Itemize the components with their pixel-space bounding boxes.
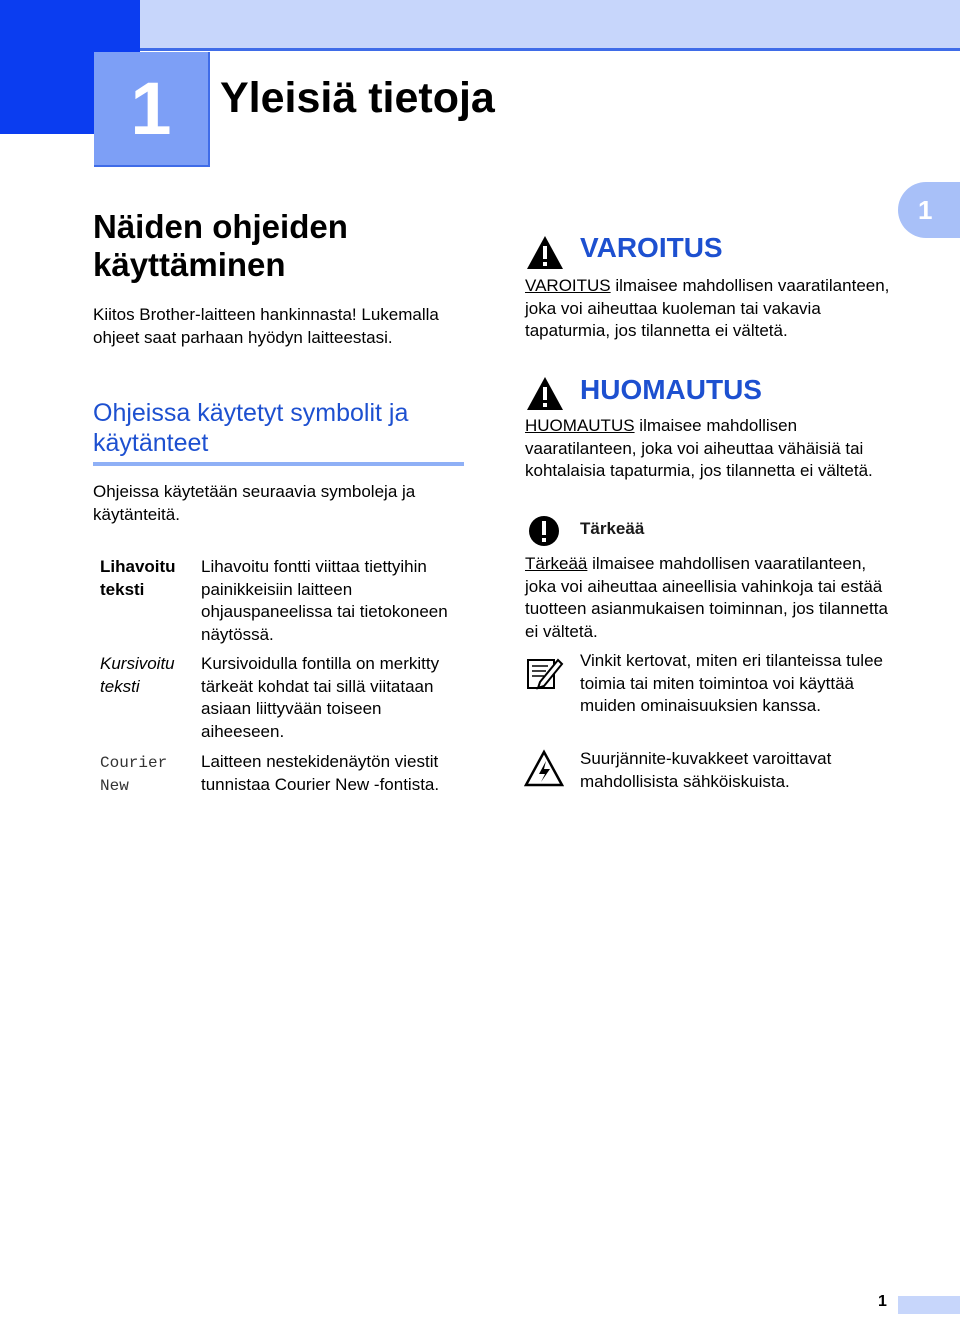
warning-triangle-icon [525,234,565,272]
subsection-rule [93,462,464,466]
convention-term-bold: Lihavoitu teksti [100,557,176,599]
caution-text [525,415,895,483]
warning-title: VAROITUS [580,232,723,263]
chapter-number-box: 1 [94,52,210,167]
convention-description-italic: Kursivoidulla fontilla on merkitty tärkeät kohdat tai sillä viitataan asiaan liittyvään toiseen aiheeseen. [201,654,440,741]
warning-text [525,275,895,343]
important-term: Tärkeää [525,554,588,573]
exclamation-circle-icon [528,515,560,547]
header-rule [140,48,960,51]
warning-term: VAROITUS [525,276,611,295]
convention-description-bold: Lihavoitu fontti viittaa tiettyihin painikkeisiin laitteen ohjauspaneelissa tai tietokoneen näytössä. [201,557,448,644]
section-heading: Näiden ohjeiden käyttäminen [93,208,348,283]
warning-body: ilmaisee mahdollisen vaaratilanteen, joka voi aiheuttaa kuoleman tai vakavia tapaturmia, jos tilannetta ei vältetä. [525,276,890,340]
caution-body: ilmaisee mahdollisen vaaratilanteen, joka voi aiheuttaa vähäisiä tai kohtalaisia tapaturmia, jos tilannetta ei vältetä. [525,416,873,480]
section-intro: Kiitos Brother-laitteen hankinnasta! Lukemalla ohjeet saat parhaan hyödyn laitteestasi. [93,305,439,347]
chapter-side-tab: 1 [898,182,960,238]
convention-description-courier: Laitteen nestekidenäytön viestit tunnistaa Courier New -fontista. [201,752,440,794]
caution-title: HUOMAUTUS [580,374,762,405]
subsection-heading: Ohjeissa käytetyt symbolit ja käytänteet [93,399,409,457]
page-number: 1 [878,1293,887,1310]
electric-text: Suurjännite-kuvakkeet varoittavat mahdollisista sähköiskuista. [580,749,832,791]
footer-bar [898,1296,960,1314]
note-text: Vinkit kertovat, miten eri tilanteissa tulee toimia tai miten toimintoa voi käyttää muiden ominaisuuksien kanssa. [580,651,883,715]
electrical-hazard-icon [524,749,564,789]
chapter-title: Yleisiä tietoja [220,74,495,122]
warning-triangle-icon [525,375,565,413]
header-bar [140,0,960,48]
important-text [525,553,895,643]
important-title: Tärkeää [580,519,645,538]
convention-term-italic: Kursivoitu teksti [100,654,175,696]
caution-term: HUOMAUTUS [525,416,635,435]
note-pencil-icon [524,652,564,692]
convention-term-courier: Courier New [100,754,168,795]
important-body: ilmaisee mahdollisen vaaratilanteen, joka voi aiheuttaa aineellisia vahinkoja tai estää tuotteen asianmukaisen toiminnan, jos tilannetta ei vältetä. [525,554,888,641]
subsection-intro: Ohjeissa käytetään seuraavia symboleja ja käytänteitä. [93,482,416,524]
